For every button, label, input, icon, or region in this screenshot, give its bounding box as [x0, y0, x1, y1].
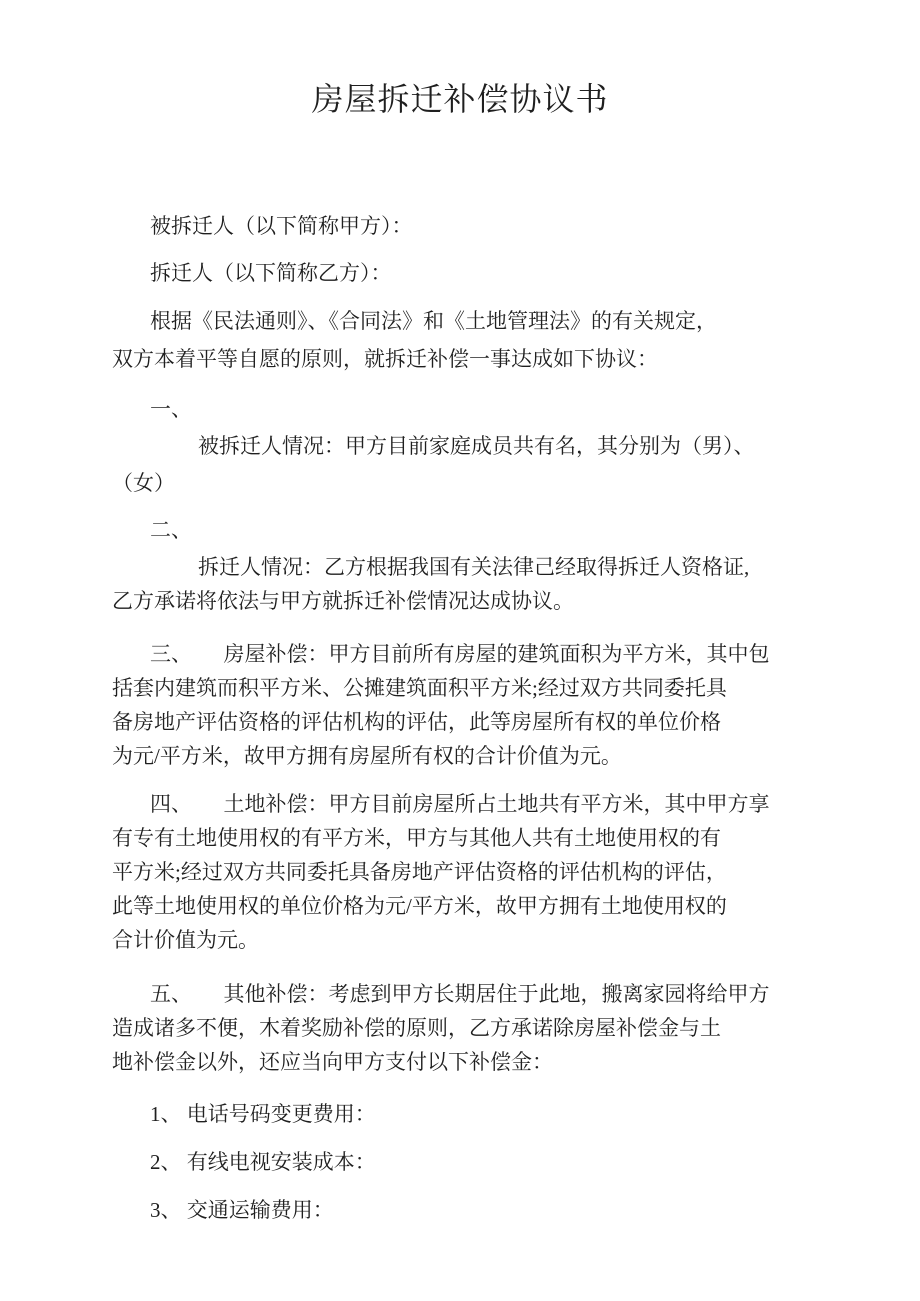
document-line: 合计价值为元。: [112, 928, 259, 952]
document-title: 房屋拆迁补偿协议书: [311, 81, 609, 117]
document-line: 三、 房屋补偿：甲方目前所有房屋的建筑面积为平方米，其中包: [150, 642, 770, 666]
document-line: 地补偿金以外，还应当向甲方支付以下补偿金：: [112, 1050, 553, 1074]
document-line: 一、: [150, 397, 192, 421]
document-line: 被拆迁人（以下简称甲方）：: [150, 214, 413, 238]
document-line: 四、 土地补偿：甲方目前房屋所占土地共有平方米，其中甲方享: [150, 792, 770, 816]
document-line: 五、 其他补偿：考虑到甲方长期居住于此地，搬离家园将给甲方: [150, 982, 770, 1006]
document-line: 备房地产评估资格的评估机构的评估，此等房屋所有权的单位价格: [112, 710, 721, 734]
document-line: 此等土地使用权的单位价格为元/平方米，故甲方拥有土地使用权的: [112, 894, 727, 918]
document-line: 根据《民法通则》、《合同法》和《土地管理法》的有关规定，: [150, 309, 717, 333]
document-line: 二、: [150, 518, 192, 542]
document-line: 造成诸多不便，木着奖励补偿的原则，乙方承诺除房屋补偿金与土: [112, 1016, 721, 1040]
document-line: （女）: [112, 471, 175, 495]
document-line: 双方本着平等自愿的原则，就拆迁补偿一事达成如下协议：: [112, 347, 658, 371]
document-line: 拆迁人情况：乙方根据我国有关法律己经取得拆迁人资格证,: [198, 555, 750, 579]
document-line: 2、 有线电视安装成本：: [150, 1150, 376, 1174]
document-line: 1、 电话号码变更费用：: [150, 1102, 376, 1126]
document-line: 平方米;经过双方共同委托具备房地产评估资格的评估机构的评估，: [112, 860, 727, 884]
document-line: 为元/平方米，故甲方拥有房屋所有权的合计价值为元。: [112, 744, 622, 768]
document-line: 乙方承诺将依法与甲方就拆迁补偿情况达成协议。: [112, 589, 574, 613]
document-line: 有专有土地使用权的有平方米，甲方与其他人共有土地使用权的有: [112, 826, 721, 850]
document-line: 拆迁人（以下简称乙方）：: [150, 261, 392, 285]
document-line: 3、 交通运输费用：: [150, 1198, 334, 1222]
document-line: 被拆迁人情况：甲方目前家庭成员共有名，其分别为（男）、: [198, 434, 755, 458]
document-line: 括套内建筑而积平方米、公摊建筑面积平方米;经过双方共同委托具: [112, 676, 727, 700]
